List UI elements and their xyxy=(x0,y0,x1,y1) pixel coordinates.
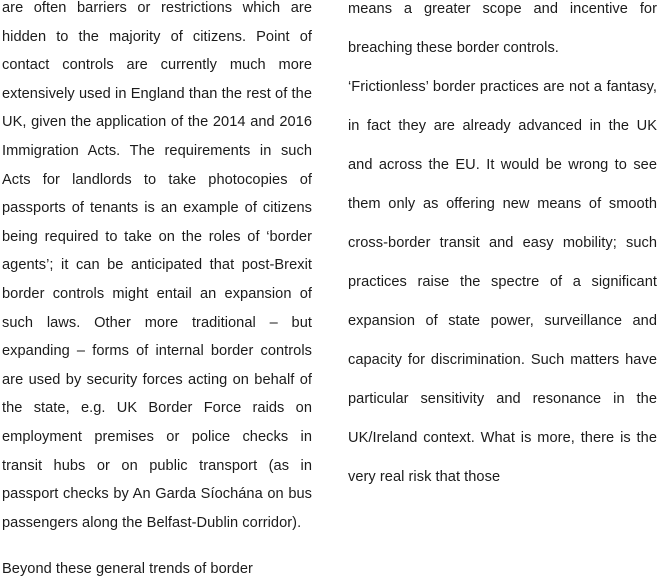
paragraph: ‘Frictionless’ border practices are not a fantasy, in fact they are already advanced in the UK and across the EU. It would be wrong to see them only as offering new means of smooth cross-border transit and easy mobility; such practices raise the spectre of a significant expansion of state power, surveillance and capacity for discrimination. Such matters have particular sensitivity and resonance in the UK/Ireland context. What is more, there is the very real risk that those xyxy=(348,79,657,485)
paragraph: means a greater scope and incentive for breaching these border controls. xyxy=(348,1,657,56)
paragraph: are often barriers or restrictions which are hidden to the majority of citizens. Point of contact controls are currently much more extensively used in England than the rest of the UK, given the application of the 2014 and 2016 Immigration Acts. The requirements in such Acts for landlords to take photocopies of passports of tenants is an example of citizens being required to take on the roles of ‘border agents’; it can be anticipated that post-Brexit border controls might entail an expansion of such laws. Other more traditional – but expanding – forms of internal border controls are used by security forces acting on behalf of the state, e.g. UK Border Force raids on employment premises or police checks in transit hubs or on public transport (as in passport checks by An Garda Síochána on bus passengers along the Belfast-Dublin corridor). xyxy=(2,0,312,531)
paragraph: Beyond these general trends of border xyxy=(2,561,253,578)
right-column xyxy=(330,0,657,532)
left-column xyxy=(0,0,330,578)
